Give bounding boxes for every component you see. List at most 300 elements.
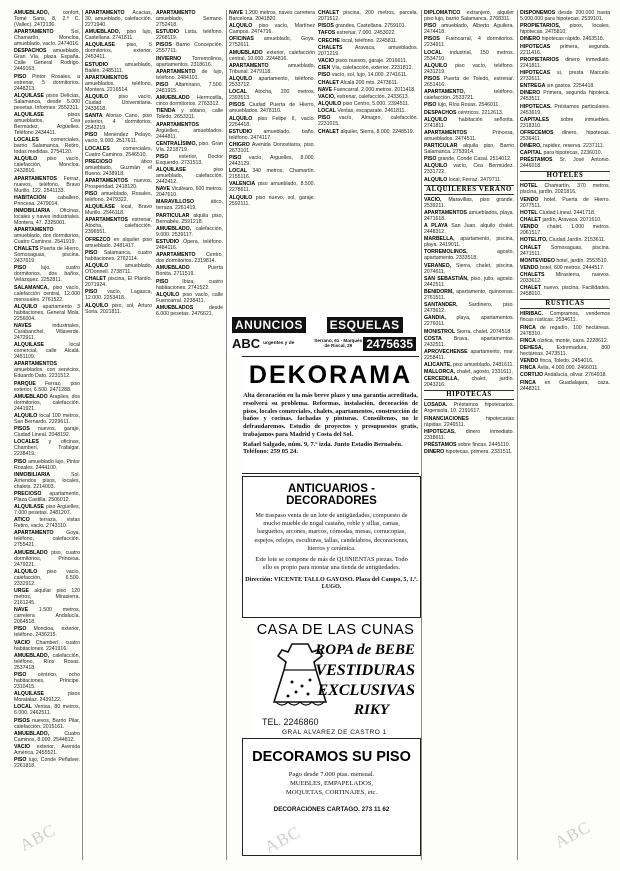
classified-ad [229,155,315,167]
classified-ad [229,76,315,88]
classified-ad [318,94,418,100]
classified-ad [318,45,418,57]
classified-ad-text: exterior, Avenida América. 2455521. [14,743,80,756]
classified-ad-text: exterior, calefacción central, 10.000. 2244816. [229,49,315,62]
classified-ad-heading: CHALETS [520,272,545,279]
classified-ad-heading: DESPACHOS [14,48,47,55]
classified-ad-text: céntrico, ocho habitaciones, Príncipe. 2310415. [14,671,80,690]
classified-ad-text: estrenar, calefacción. 2433613. [336,93,410,100]
classified-ad [14,472,80,490]
classified-ad-text: San Juan, alquilo chalet. 2448312. [424,223,514,235]
classified-ad [424,289,514,301]
classified-ad-text: amueblado, Bailén. 2485111. [85,61,152,74]
classified-ad-heading: ALQUILO [229,115,253,122]
classified-ad [156,305,223,317]
classified-ad-heading: APARTAMENTOS [424,209,467,216]
abc-logo: ABC [232,335,261,351]
anuncios-esquelas-banner [229,313,419,355]
classified-ad-heading: CHALET [318,10,340,16]
classified-ad-heading: PISO [85,191,98,198]
classifieds-column-4 [318,10,418,302]
classified-ad-text: amueblado, Gran Vía, plaza España. Calle General Rodrigo. 2449163. [14,48,80,73]
classified-ad-text: Goya, teléfono, calefacción. 2755421. [14,530,80,549]
classified-ad [424,130,514,142]
classified-ad [520,217,610,223]
classified-ad-heading: APARTAMENTOS [85,217,128,224]
classified-ad-heading: PISO [318,115,331,122]
classified-ad-text: Sol, Chamartín, Moncloa, amueblado, vacío. 2474016. [14,29,80,48]
classified-ad-text: amueblado, Tribunal. 2479118. [229,62,315,75]
classified-ad [520,117,610,129]
classified-ad [14,569,80,587]
classified-ad [520,104,610,116]
classified-ad-text: piso, Gran Vía. 2218719. [156,140,223,153]
classified-ad-heading: VACIO [14,743,31,750]
classified-ad-text: hipotecarias rápidas. 2246511. [424,415,514,428]
classified-ad-text: chalet, agosto. 2331611. [456,369,514,376]
classified-ad-heading: ALQUILO [229,194,253,201]
cunas-address: GRAL ALVAREZ DE CASTRO 1 [282,729,387,736]
classified-ad [85,42,152,60]
classified-ad-heading: PARTICULAR [424,143,458,150]
classified-ad-text: calefacción, teléfono, Ríos Rosas. 2537418. [14,652,80,671]
classified-ad [424,117,514,129]
classified-ad-heading: CHALETS [318,44,343,51]
classified-ad-text: Primera, segunda hipoteca. 2453511. [520,90,610,103]
classified-ad [424,63,514,75]
classified-ad [85,276,152,288]
classified-ad-text: piso, sol, Arturo Soria. 2021811. [85,302,152,315]
col6-list [520,10,610,169]
classified-ad-heading: ALQUILASE [14,691,44,698]
classified-ad-heading: CHALET [318,128,340,135]
classified-ad-heading: APARTAMENTO [85,10,125,16]
classified-ad [229,129,315,141]
classified-ad-text: apartamento, Plaza Castilla. 2506012. [14,490,80,503]
classified-ad-text: Chamberí, cuatro habitaciones. 2241916. [14,639,80,652]
classified-ad-heading: PRECIOSO [14,490,42,497]
classified-ad-heading: PRÉSTAMOS [520,157,553,164]
classified-ad-heading: ALQUILO [85,302,109,309]
classified-ad-heading: ALQUILO [14,412,38,419]
classified-ad [520,311,610,323]
classified-ad-heading: ALQUILO [424,176,448,183]
classified-ad [229,142,315,154]
classified-ad-text: Altamirano, 7.500. 2481915. [156,81,223,94]
classified-ad [156,265,223,277]
classified-ad [424,156,514,162]
classified-ad [14,691,80,703]
casa-de-las-cunas-ad [252,620,419,735]
classified-ad-text: piso lujo, Castellana. 2741811. [85,29,152,42]
classified-ad-heading: SANTANDER, [424,302,458,309]
classified-ad [85,263,152,275]
classified-ad-text: dinero, hipotecas. 2536411. [520,129,610,142]
classified-ad [318,38,418,44]
classified-ad-text: piso vacío, calefacción, 6.500. 2332912. [14,568,80,587]
classified-ad-heading: ALQUILO [14,156,38,163]
classified-ad [14,439,80,457]
classified-ad-heading: COSTA [424,335,442,342]
classified-ad-text: Sierra, chalet, piscina. 2074611. [424,262,514,275]
classified-ad-heading: APARTAMENTO [156,68,196,75]
classified-ad-heading: MALLORCA, [424,369,456,376]
classified-ad-text: piso vacío, Martínez Campos. 2474716. [229,23,315,36]
classified-ad-heading: URGE [14,588,29,594]
classifieds-column-3 [229,10,315,302]
classified-ad-text: piso amueblado, calefacción. 2442412. [156,167,223,186]
classified-ad [14,137,80,155]
classified-ad [520,130,610,142]
classified-ad-text: piso vacío, calefacción central, 12.000 mensuales. 2761522. [14,284,80,303]
classified-ad-text: Sol. Arriendos pisos, locales, chalets. 2214003. [14,471,80,490]
classified-ad-heading: HABITACIÓN [14,194,47,201]
anticuarios-body: Me traspaso venta de un lote de antigüedades, compuesto de mucho mueble de nogal castaño, roble y sillas, camas, bargueños, arcones, marcos, cómodas, mesas, cornucopias, espejos, relojes, esculturas, tallas, candelabros, decoraciones, hierros y cerámica. [254,512,409,552]
classified-ad-text: de lujo, teléfono. 2484101. [156,68,223,81]
classified-ad-text: Andalucía, olivar. 2764918. [544,372,607,379]
anticuarios-body-2: Este lote se compone de más de QUINIENTAS piezas. Todo ello es propio para montar una tienda de antigüedades. [255,556,408,572]
classified-ad [520,83,610,89]
classified-ad [85,132,152,144]
classified-ad-heading: LOCALES [14,439,39,446]
classified-ad [229,23,315,35]
classified-ad-heading: INMOBILIARIA [14,207,51,214]
classified-ad-heading: PISOS [424,75,440,82]
classified-ad-text: pisos nuevos, garaje. 2016611. [335,57,408,64]
classified-ad-heading: PISO [14,73,27,80]
classified-ad-heading: AMUEBLADO, [14,10,50,16]
classified-ad-heading: CHALET [520,285,542,292]
classified-ad-heading: TORREMOLINOS, [424,249,468,256]
classified-ad-text: extranjero, alquiler piso lujo, barrio Salamanca. 2768311. [424,10,514,22]
section-heading-rusticas: RUSTICAS [520,299,610,309]
classified-ad [424,336,514,348]
classified-ad-heading: DINERO [520,90,541,97]
classified-ad-heading: SANTA [85,113,103,120]
classified-ad-text: alquila piso, Barrio Salamanca. 2753914. [424,143,514,156]
classified-ad-text: Acacias, 30, amueblado, calefacción. 2271940. [85,10,152,28]
classified-ad-text: Moncloa, exterior, teléfono. 2436215. [14,626,80,639]
classified-ad-heading: OFRECEMOS [520,129,554,136]
classified-ad-text: Ferraz, nuevos, teléfono, Bravo Murillo, 122. 2541133. [14,175,80,194]
classified-ad-heading: CHALET [318,79,340,86]
cunas-vestiduras: VESTIDURAS [315,662,415,679]
anuncios-subtext: urgentes y de [263,340,295,346]
classified-ad [14,176,80,194]
classified-ad-heading: ALQUILASE [14,504,44,511]
classified-ad [229,63,315,75]
classified-ad-text: amueblados, con servicios, Eduardo Dato. 2231512. [14,367,80,380]
classified-ad-heading: ALQUILO [156,291,180,298]
classified-ad-text: Vía, calefacción, exterior. 2231812. [331,65,413,72]
decoramos-line-3: MOQUETAS, CORTINAJES, etc. [285,788,378,796]
classified-ad [85,250,152,262]
newspaper-page [14,10,612,862]
classified-ad-text: 340 metros, Chamartín. 2155116. [229,168,315,181]
classified-ad-text: habitación señorita. 2741811. [424,116,514,129]
classified-ad-heading: INMOBILIARIA [14,471,51,478]
classified-ad-text: piso vacío, calefacción, Moncloa. 2432816. [14,156,80,175]
classified-ad [520,345,610,357]
classified-ad-heading: APARTAMENTOS [424,129,467,136]
classified-ad [14,361,80,379]
classified-ad-heading: CHALETS [14,246,39,253]
classified-ad-heading: ENTREGA [520,83,546,90]
classified-ad-heading: HOTELITO, [520,237,548,244]
classified-ad-heading: PISO [14,265,27,272]
classified-ad [520,210,610,216]
classified-ad-heading: PISOS [156,42,172,49]
classified-ad [424,442,514,448]
classified-ad [14,112,80,136]
classified-ad-text: hotel, Puerta de Hierro. 2077511. [520,196,610,209]
classified-ad-heading: MARAVILLOSO [156,199,194,206]
classified-ad-heading: AMUEBLADO, [14,652,50,659]
classified-ad-heading: DINERO [424,449,445,456]
classified-ad-text: Vicálvaro, 600 metros. 2047610. [156,186,223,199]
classified-ad-text: terraza, vistas Retiro, vacío. 2743110. [14,517,80,530]
classified-ad-heading: HIRIBAC. [520,311,544,318]
classified-ad-text: y sótano, calle Toledo. 2653311. [156,108,223,121]
classified-ad-text: Princesa, amueblados. 2474511. [424,129,514,142]
classified-ad-text: Sr. José Antonio. 2446018. [520,157,610,170]
column-rule [517,10,518,860]
classified-ad-heading: ALQUILASE [85,204,115,211]
section-heading-hoteles: HOTELES [520,171,610,181]
classified-ad [14,426,80,438]
column-rule [226,10,227,860]
classified-ad [14,744,80,756]
classified-ad-text: Salamanca, cuatro habitaciones. 2762114. [85,249,152,262]
classified-ad-heading: BENIDORM, [424,288,454,295]
classified-ad-text: Centro, dos dormitorios. 2319814. [156,252,223,265]
classified-ad [85,75,152,93]
classified-ad [520,44,610,56]
classified-ad [85,29,152,41]
classified-ad-text: Avenida Donostiarra, piso. 2673101. [229,141,315,154]
classified-ad-text: ático amueblado, Guzmán el Bueno. 2438918. [85,158,152,177]
classified-ad-heading: APARTAMENTO, [424,89,465,96]
classified-ad-heading: ALQUILO [424,163,448,170]
classified-ad [424,416,514,428]
classified-ad-text: amueblado, Alberto Aguilera. 2474418. [424,23,514,36]
classified-ad [318,10,418,22]
classified-ad-heading: VALENCIA [229,181,256,188]
classified-ad-heading: LOCAL [318,108,336,115]
classified-ad [14,517,80,529]
classified-ad [156,167,223,185]
classified-ad-text: industrial, 150 metros. 2534710. [424,49,514,62]
classified-ad-text: hotel, jardín. 2553510. [556,257,608,264]
classified-ad-text: piscina, El Plantío. 2071924. [85,276,152,289]
classified-ad-heading: ALQUILO [229,23,253,30]
cunas-ropa-bebe: ROPA de BEBE [315,642,415,658]
classified-ad-text: Somosaguas, piscina. 2471511. [520,244,610,257]
classified-ad-text: piso vacío, Ciudad Universitaria. 2433618. [85,93,152,112]
classified-ad-text: Chamartín, 370 metros, piscina, jardín. 2021816. [520,183,610,196]
classified-ad [156,186,223,198]
classified-ad-text: piso, cuatro dormitorios, Princesa. 2479221. [14,549,80,568]
classified-ad [520,372,610,378]
classified-ad-text: hotel, 600 metros. 2444517. [539,264,605,271]
classified-ad-heading: NAVE [14,607,29,614]
classified-ad [14,504,80,516]
classified-ad-text: lujo, cuatro dormitorios, dos baños, Velázquez. 2252811. [14,265,80,284]
classified-ad [156,82,223,94]
classified-ad-heading: APARTAMENTOS [85,74,128,81]
classified-ad-text: Argüelles, amueblados. 2444811. [156,127,223,140]
classified-ad-text: grande, Conde Casal. 2514012. [437,156,512,163]
cunas-exclusivas: EXCLUSIVAS [317,682,415,699]
classified-ad-text: vacío, Lagasca, 12.000. 2253418. [85,289,152,302]
classified-ad-heading: APARTAMENTOS [14,175,57,182]
classified-ad-text: amueblados, teléfono, Montera. 2216514. [85,80,152,93]
classified-ad-text: pisos Delicias, Salamanca, desde 5.000 pesetas. Informes: 2552311. [14,92,80,111]
classified-ad [85,10,152,28]
classified-ad-heading: CHALET [520,217,542,223]
classified-ad [14,588,80,606]
classified-ad [424,76,514,88]
classified-ad [229,181,315,193]
classified-ad-heading: VERANEO, [424,262,452,269]
classified-ad [424,10,514,22]
classified-ad [318,23,418,29]
esquelas-label: ESQUELAS [327,317,403,333]
classified-ad [520,285,610,297]
classified-ad [520,143,610,149]
classified-ad-heading: SAN SEBASTIÁN, [424,275,469,282]
classified-ad-text: pisos amueblados, Cea Bermúdez, Argüelles. Teléfono 2434411. [14,111,80,136]
classified-ad-text: lujo, Ríos Rosas. 2546011. [437,102,500,109]
classified-ad-text: hipotecas rápido. 2463518. [541,36,605,43]
cunas-phone: TEL. 2246860 [262,717,319,727]
classified-ad [424,376,514,388]
classified-ad-text: calefacción, 9.000. 2539117. [156,225,223,238]
classified-ad-heading: PISO [156,278,169,285]
classified-ad-text: alquilar piso 120 metros, Mirasierra. 2161245. [14,588,80,606]
section-heading-hipotecas: HIPOTECAS [424,390,514,400]
col6b-list [520,183,610,297]
classified-ad [424,276,514,288]
classified-ad-heading: LOCAL [14,704,32,711]
classified-ad-heading: ALQUILASE [156,167,186,174]
classified-ad-text: Menéndez Pelayo, vacío, 9.000. 2517611. [85,132,152,145]
anticuarios-footer: Dirección: VICENTE TALLO GAYOSO. Plaza del Campo, 5, 1.º. LUGO. [245,576,418,591]
classified-ad-heading: ALQUILO [14,303,38,310]
classified-ad-text: primera, segunda. 2211416. [520,43,610,56]
classified-ad [424,36,514,48]
classified-ad-text: piso, julio, agosto. 2442511. [424,275,514,288]
classified-ad [318,87,418,93]
classified-ad [14,757,80,769]
decoramos-footer: DECORACIONES CARTAGO. 273 11 62 [273,806,390,814]
classified-ad-heading: PISO [424,102,437,109]
classified-ad-heading: ATICO [14,517,30,524]
classified-ad [14,48,80,72]
anticuarios-title: ANTICUARIOS - DECORADORES [286,483,377,507]
classified-ad [156,42,223,54]
classified-ad [424,263,514,275]
classified-ad [14,394,80,412]
classified-ad-heading: LOCAL [229,168,247,175]
classified-ad [424,210,514,222]
classified-ad-text: vacío, Almagro, calefacción. 2231015. [318,115,418,128]
classified-ad-text: amueblado lujo, Pintor Rosales. 2444100. [14,458,80,471]
classified-ad-text: pisos Moratalaz. 2439122. [14,691,80,704]
classified-ad-text: nuevos, Prosperidad. 2418120. [85,177,152,190]
classified-ad-text: piso Centro, 5.000. 2394511. [342,101,410,108]
classified-ad [424,143,514,155]
classified-ad-heading: OFICINAS [229,36,254,43]
classified-ad [14,208,80,226]
classified-ad [520,338,610,344]
classified-ad-text: Puerta de Toledo, estrenar. 2651416. [424,75,514,88]
classified-ad-heading: APROVECHENSE [424,348,468,355]
classifieds-column-2 [85,10,223,860]
classified-ad-text: estrenar, 7.000. 2453022. [336,30,396,37]
classified-ad-text: industriales, Carabanchel, Villaverde. 2472911. [14,323,80,341]
classified-ad [424,23,514,35]
classified-ad-text: ático, terraza. 2261419. [156,199,223,212]
classified-ad-heading: VENDO [520,358,539,365]
classified-ad [318,65,418,71]
classified-ad-text: nuevos, Barrio Pilar, calefacción. 2015161. [14,717,80,730]
classified-ad-heading: DIPLOMÁTICO [424,10,461,16]
classified-ad-heading: AMUEBLADO, [85,29,121,36]
classified-ad-heading: APARTAMENTOS [14,361,57,368]
classified-ad-text: piso, 5 dormitorios, exterior. 2453411. [85,42,152,61]
classified-ad [14,74,80,92]
classified-ad [424,223,514,235]
classified-ad-text: Cuatro Caminos, 8.000. 2544812. [14,730,80,743]
classified-ad [424,50,514,62]
classified-ad-heading: PISO [85,249,98,256]
classified-ad [14,731,80,743]
classified-ad-heading: ALQUILO [424,116,448,123]
classified-ad [424,89,514,101]
classified-ad-heading: ALQUILO [85,93,109,100]
classified-ad-heading: PISO [229,155,242,162]
classified-ad [14,491,80,503]
classified-ad-heading: AMUEBLADO, [14,730,50,737]
classified-ad-heading: PISO [156,81,169,88]
classified-ad-heading: CRECHE [318,37,340,44]
classified-ad [156,29,223,41]
classified-ad-text: nuevos, garaje, Ciudad Lineal. 2048192. [14,426,80,439]
classified-ad-text: Sardinero, piso. 2473612. [424,302,514,315]
classified-ad-text: piso nuevo, sol, garaje. 2592111. [229,194,315,207]
anuncios-block [232,316,306,353]
classified-ad-text: céntricos. 2212613. [457,109,504,116]
classified-ad-text: dinero inmediato. 2318611. [424,428,514,441]
abc-watermark: ABC [551,817,594,852]
classified-ad [424,249,514,261]
classified-ad [85,146,152,158]
classified-ad-heading: DEHESA, [520,344,544,351]
classified-ad-heading: PISOS [14,426,30,433]
classified-ad-text: Ventas, escaparate. 2461811. [337,108,406,115]
classified-ad-text: Oficinas, locales y naves industriales. Montera, 47. 2325001. [14,207,80,226]
classified-ad [85,217,152,235]
classified-ad-text: Sierra, chalet. 2074518. [456,328,512,335]
classified-ad-heading: VACIO [318,57,335,64]
classified-ad-text: Ciudad Jardín. 2153611. [549,237,606,244]
classified-ad-text: Arapiles, dos dormitorios, calefacción. 2441921. [14,393,80,412]
classified-ad-heading: DISPONEMOS [520,10,556,16]
classified-ad [520,23,610,35]
classified-ad-text: teléfono, calefacción. 2533721. [424,89,514,102]
classified-ad-text: 1.200 metros, naves carretera Barcelona. 2041820. [229,10,315,22]
